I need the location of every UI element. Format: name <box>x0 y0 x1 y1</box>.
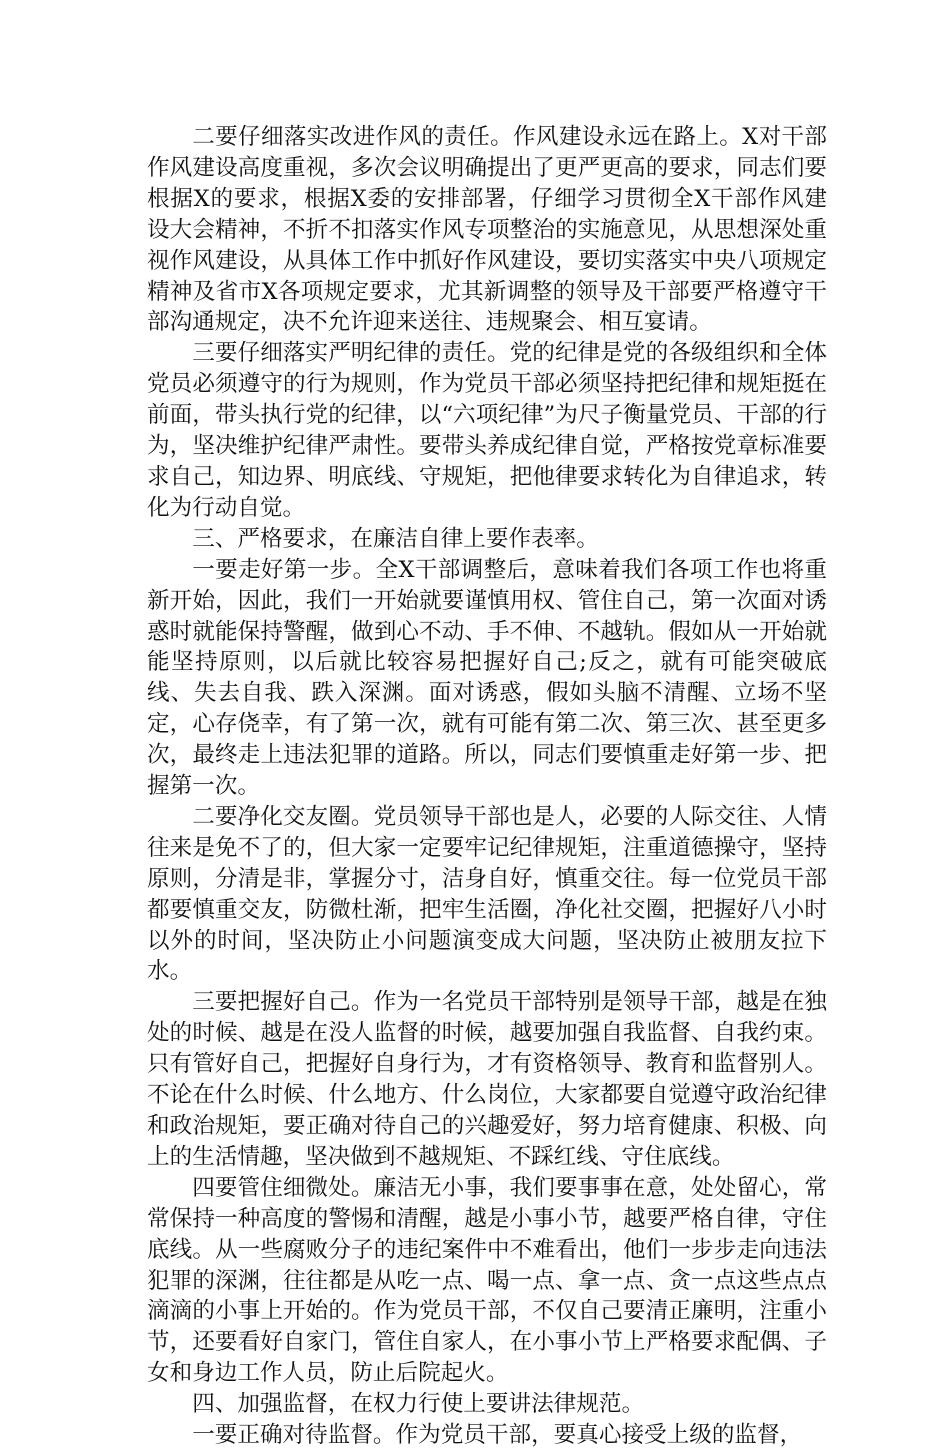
paragraph-accept-supervision: 一要正确对待监督。作为党员干部，要真心接受上级的监督， <box>192 1422 803 1449</box>
paragraph-discipline-responsibility: 三要仔细落实严明纪律的责任。党的纪律是党的各级组织和全体党员必须遵守的行为规则，作为党员干部必须坚持把纪律和规矩挺在前面，带头执行党的纪律，以“六项纪律”为尺子衡量党员、干部的行为，坚决维护纪律严肃性。要带头养成纪律自觉，严格按党章标准要求自己，知边界、明底线、守规矩，把他律要求转化为自律追求，转化为行动自觉。 <box>147 340 827 521</box>
paragraph-first-step: 一要走好第一步。全X干部调整后，意味着我们各项工作也将重新开始，因此，我们一开始就要谨慎用权、管住自己，第一次面对诱惑时就能保持警醒，做到心不动、手不伸、不越轨。假如从一开始就能坚持原则，以后就比较容易把握好自己;反之，就有可能突破底线、失去自我、跌入深渊。面对诱惑，假如头脑不清醒、立场不坚定，心存侥幸，有了第一次，就有可能有第二次、第三次、甚至更多次，最终走上违法犯罪的道路。所以，同志们要慎重走好第一步、把握第一次。 <box>147 556 827 800</box>
paragraph-work-style-responsibility: 二要仔细落实改进作风的责任。作风建设永远在路上。X对干部作风建设高度重视，多次会议明确提出了更严更高的要求，同志们要根据X的要求，根据X委的安排部署，仔细学习贯彻全X干部作风建设大会精神，不折不扣落实作风专项整治的实施意见，从思想深处重视作风建设，从具体工作中抓好作风建设，要切实落实中央八项规定精神及省市X各项规定要求，尤其新调整的领导及干部要严格遵守干部沟通规定，决不允许迎来送往、违规聚会、相互宴请。 <box>147 124 827 336</box>
document-body <box>147 122 827 1451</box>
section-heading-integrity: 三、严格要求，在廉洁自律上要作表率。 <box>192 525 599 552</box>
paragraph-self-control: 三要把握好自己。作为一名党员干部特别是领导干部，越是在独处的时候、越是在没人监督的时候，越要加强自我监督、自我约束。只有管好自己，把握好自身行为，才有资格领导、教育和监督别人。不论在什么时候、什么地方、什么岗位，大家都要自觉遵守政治纪律和政治规矩，要正确对待自己的兴趣爱好，努力培育健康、积极、向上的生活情趣，坚决做到不越规矩、不踩红线、守住底线。 <box>147 989 827 1170</box>
paragraph-social-circle: 二要净化交友圈。党员领导干部也是人，必要的人际交往、人情往来是免不了的，但大家一定要牢记纪律规矩，注重道德操守，坚持原则，分清是非，掌握分寸，洁身自好，慎重交往。每一位党员干部都要慎重交友，防微杜渐，把牢生活圈，净化社交圈，把握好八小时以外的时间，坚决防止小问题演变成大问题，坚决防止被朋友拉下水。 <box>147 803 827 985</box>
section-heading-supervision: 四、加强监督，在权力行使上要讲法律规范。 <box>192 1391 645 1418</box>
paragraph-small-details: 四要管住细微处。廉洁无小事，我们要事事在意，处处留心，常常保持一种高度的警惕和清醒，越是小事小节，越要严格自律，守住底线。从一些腐败分子的违纪案件中不难看出，他们一步步走向违法犯罪的深渊，往往都是从吃一点、喝一点、拿一点、贪一点这些点点滴滴的小事上开始的。作为党员干部，不仅自己要清正廉明，注重小节，还要看好自家门，管住自家人，在小事小节上严格要求配偶、子女和身边工作人员，防止后院起火。 <box>147 1174 827 1387</box>
